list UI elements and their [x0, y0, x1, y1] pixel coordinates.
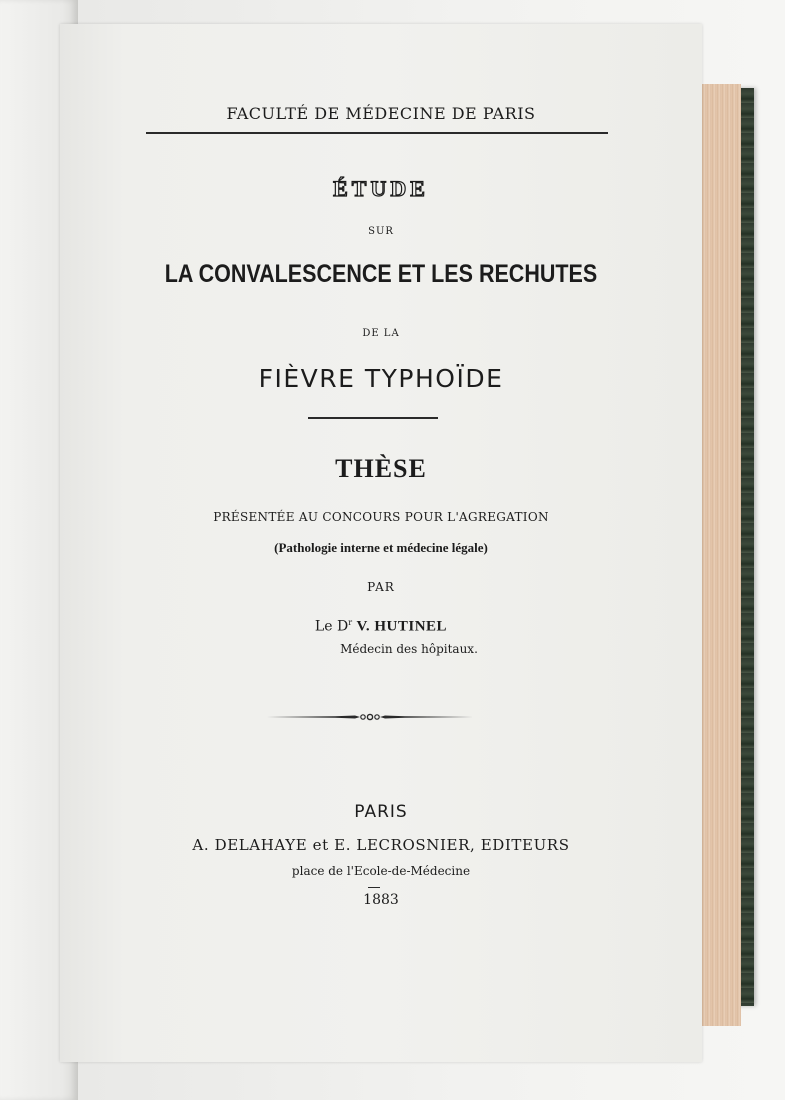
etude-heading: ÉTUDE [333, 176, 429, 201]
author-line [60, 618, 702, 636]
author-name: V. HUTINEL [356, 618, 448, 635]
author-role: Médecin des hôpitaux. [340, 642, 478, 656]
publication-city: PARIS [354, 802, 408, 822]
presented-line: PRÉSENTÉE AU CONCOURS POUR L'AGREGATION [213, 510, 549, 524]
page-edges [700, 84, 741, 1026]
subject-rule [308, 417, 438, 419]
author-prefix: Le D [314, 618, 349, 635]
publisher-address: place de l'Ecole-de-Médecine [291, 864, 471, 878]
de-la-label: DE LA [362, 328, 400, 339]
ornamental-divider [265, 710, 475, 724]
sur-label: SUR [368, 226, 394, 237]
faculty-header: FACULTÉ DE MÉDECINE DE PARIS [226, 104, 536, 123]
specialty-line: (Pathologie interne et médecine légale) [274, 540, 488, 555]
subject-title: FIÈVRE TYPHOÏDE [258, 364, 504, 393]
publisher-line: A. DELAHAYE et E. LECROSNIER, EDITEURS [192, 836, 570, 854]
address-rule [368, 887, 380, 888]
these-heading: THÈSE [335, 454, 427, 483]
publication-year: 1883 [363, 892, 399, 908]
main-title: LA CONVALESCENCE ET LES RECHUTES [164, 260, 598, 288]
author-title-sup: r [348, 618, 353, 627]
par-label: PAR [367, 580, 395, 594]
title-page [60, 24, 702, 1062]
header-rule [146, 132, 608, 134]
